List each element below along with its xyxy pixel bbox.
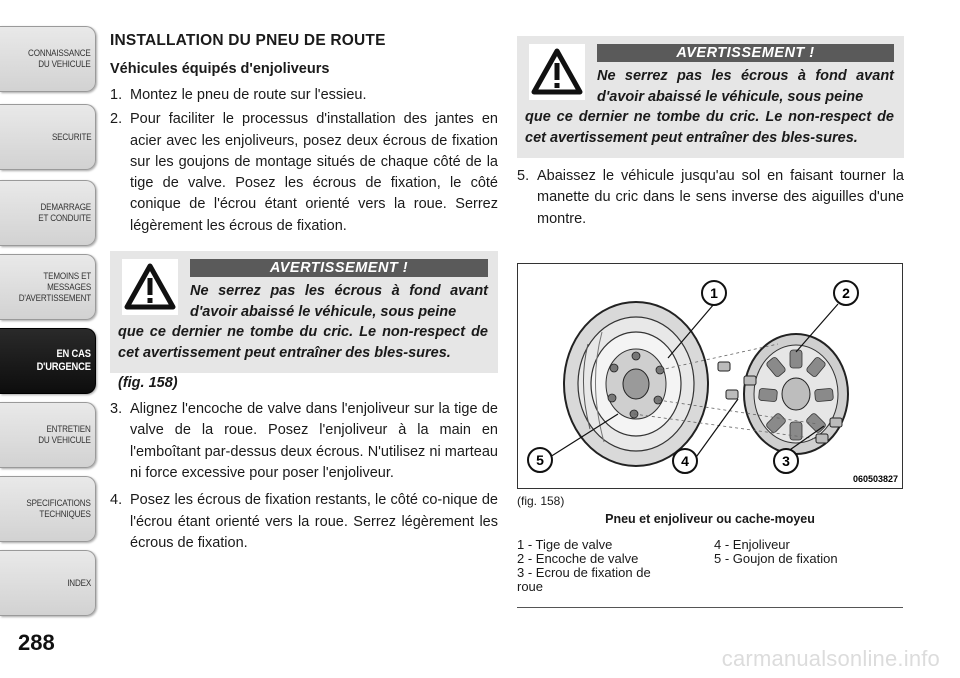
tab-en-cas-d-urgence[interactable] [0,328,96,394]
subsection-title: Véhicules équipés d'enjoliveurs [110,61,330,77]
right-column [517,36,904,233]
warning-title: AVERTISSEMENT ! [190,259,488,277]
legend-item: 5 - Goujon de fixation [714,551,838,566]
warning-lead-text: Ne serrez pas les écrous à fond avant d'avoir abaissé le véhicule, sous peine [190,283,488,320]
callout-1 [702,281,726,305]
legend-item: 2 - Encoche de valve [517,551,639,566]
step-4 [110,490,498,554]
step-text: Abaissez le véhicule jusqu'au sol en faisant tourner la manette du cric dans le sens inverse des aiguilles d'une montre. [537,168,904,227]
tab-connaissance-du-vehicule[interactable] [0,26,96,92]
step-text: Montez le pneu de route sur l'essieu. [130,87,367,103]
tab-entretien-du-vehicule[interactable] [0,402,96,468]
warning-title: AVERTISSEMENT ! [597,44,894,62]
tab-label: SPECIFICATIONS TECHNIQUES [26,498,91,520]
tire-drawing [564,302,708,466]
callout-2-number: 2 [842,285,850,301]
left-column [110,32,498,557]
legend-divider [517,607,903,608]
callout-1-number: 1 [710,285,718,301]
callout-4-number: 4 [681,453,689,469]
step-3 [110,399,498,484]
tab-temoins-et-messages[interactable] [0,254,96,320]
callout-2 [834,281,858,305]
legend-item: 3 - Ecrou de fixation de roue [517,565,651,594]
figure-code: 060503827 [852,474,898,484]
tab-label: SECURITE [51,131,91,143]
warning-box [517,36,904,158]
tab-label: CONNAISSANCE DU VEHICULE [28,48,91,70]
legend-item: 4 - Enjoliveur [714,537,790,552]
legend-right-column [714,538,903,566]
page-number: 288 [18,630,55,655]
step-5 [517,166,904,230]
callout-5-number: 5 [536,452,544,468]
step-number: 3. [110,401,123,418]
chapter-sidebar [0,0,96,620]
watermark: carmanualsonline.info [721,646,940,671]
tab-label: EN CAS D'URGENCE [36,348,91,373]
legend-item: 1 - Tige de valve [517,537,613,552]
step-1 [110,85,498,106]
tab-label: TEMOINS ET MESSAGES D'AVERTISSEMENT [18,270,91,304]
tab-index[interactable] [0,550,96,616]
callout-3-number: 3 [782,453,790,469]
wheel-cover-figure [517,263,903,489]
warning-box [110,251,498,373]
step-number: 4. [110,492,123,509]
tab-label: DEMARRAGE ET CONDUITE [38,202,91,224]
figure-title: Pneu et enjoliveur ou cache-moyeu [605,512,815,526]
step-text: Posez les écrous de fixation restants, le côté co-nique de l'écrou étant orienté vers la roue. Serrez légèrement les écrous de fixation. [130,492,498,551]
section-title: INSTALLATION DU PNEU DE ROUTE [110,32,386,49]
callout-5 [528,448,552,472]
callout-4 [673,449,697,473]
step-number: 1. [110,87,123,103]
step-2 [110,109,498,237]
tab-securite[interactable] [0,104,96,170]
tab-label: INDEX [67,577,91,589]
step-text: Pour faciliter le processus d'installation des jantes en acier avec les enjoliveurs, posez deux écrous de fixation sur les goujons de montage situés de chaque côté de la tige de valve. Posez les écrous de fixation, le côté conique de l'écrou étant orienté vers la roue. Serrez légèrement les écrous de fixation. [130,111,498,234]
tab-specifications-techniques[interactable] [0,476,96,542]
step-text: Alignez l'encoche de valve dans l'enjoliveur sur la tige de valve de la roue. Posez l'enjoliveur à la main en l'emboîtant par-dessus deux écrous. N'utilisez ni marteau ni force excessive pour poser l'enjoliveur. [130,401,498,481]
warning-text: que ce dernier ne tombe du cric. Le non-respect de cet avertissement peut entraîner des bles-sures. [525,109,894,146]
step-number: 2. [110,111,123,128]
figure-label: (fig. 158) [517,494,565,508]
tab-demarrage-et-conduite[interactable] [0,180,96,246]
tab-label: ENTRETIEN DU VEHICULE [38,424,91,446]
warning-lead-text: Ne serrez pas les écrous à fond avant d'avoir abaissé le véhicule, sous peine [597,68,894,105]
callout-3 [774,449,798,473]
warning-text: que ce dernier ne tombe du cric. Le non-respect de cet avertissement peut entraîner des bles-sures. [118,324,488,361]
warning-triangle-icon [122,259,178,315]
figure-reference: (fig. 158) [118,375,178,392]
step-number: 5. [517,168,530,184]
tire-and-wheel-cover-illustration [518,264,903,489]
warning-triangle-icon [529,44,585,100]
legend-left-column [517,538,707,594]
